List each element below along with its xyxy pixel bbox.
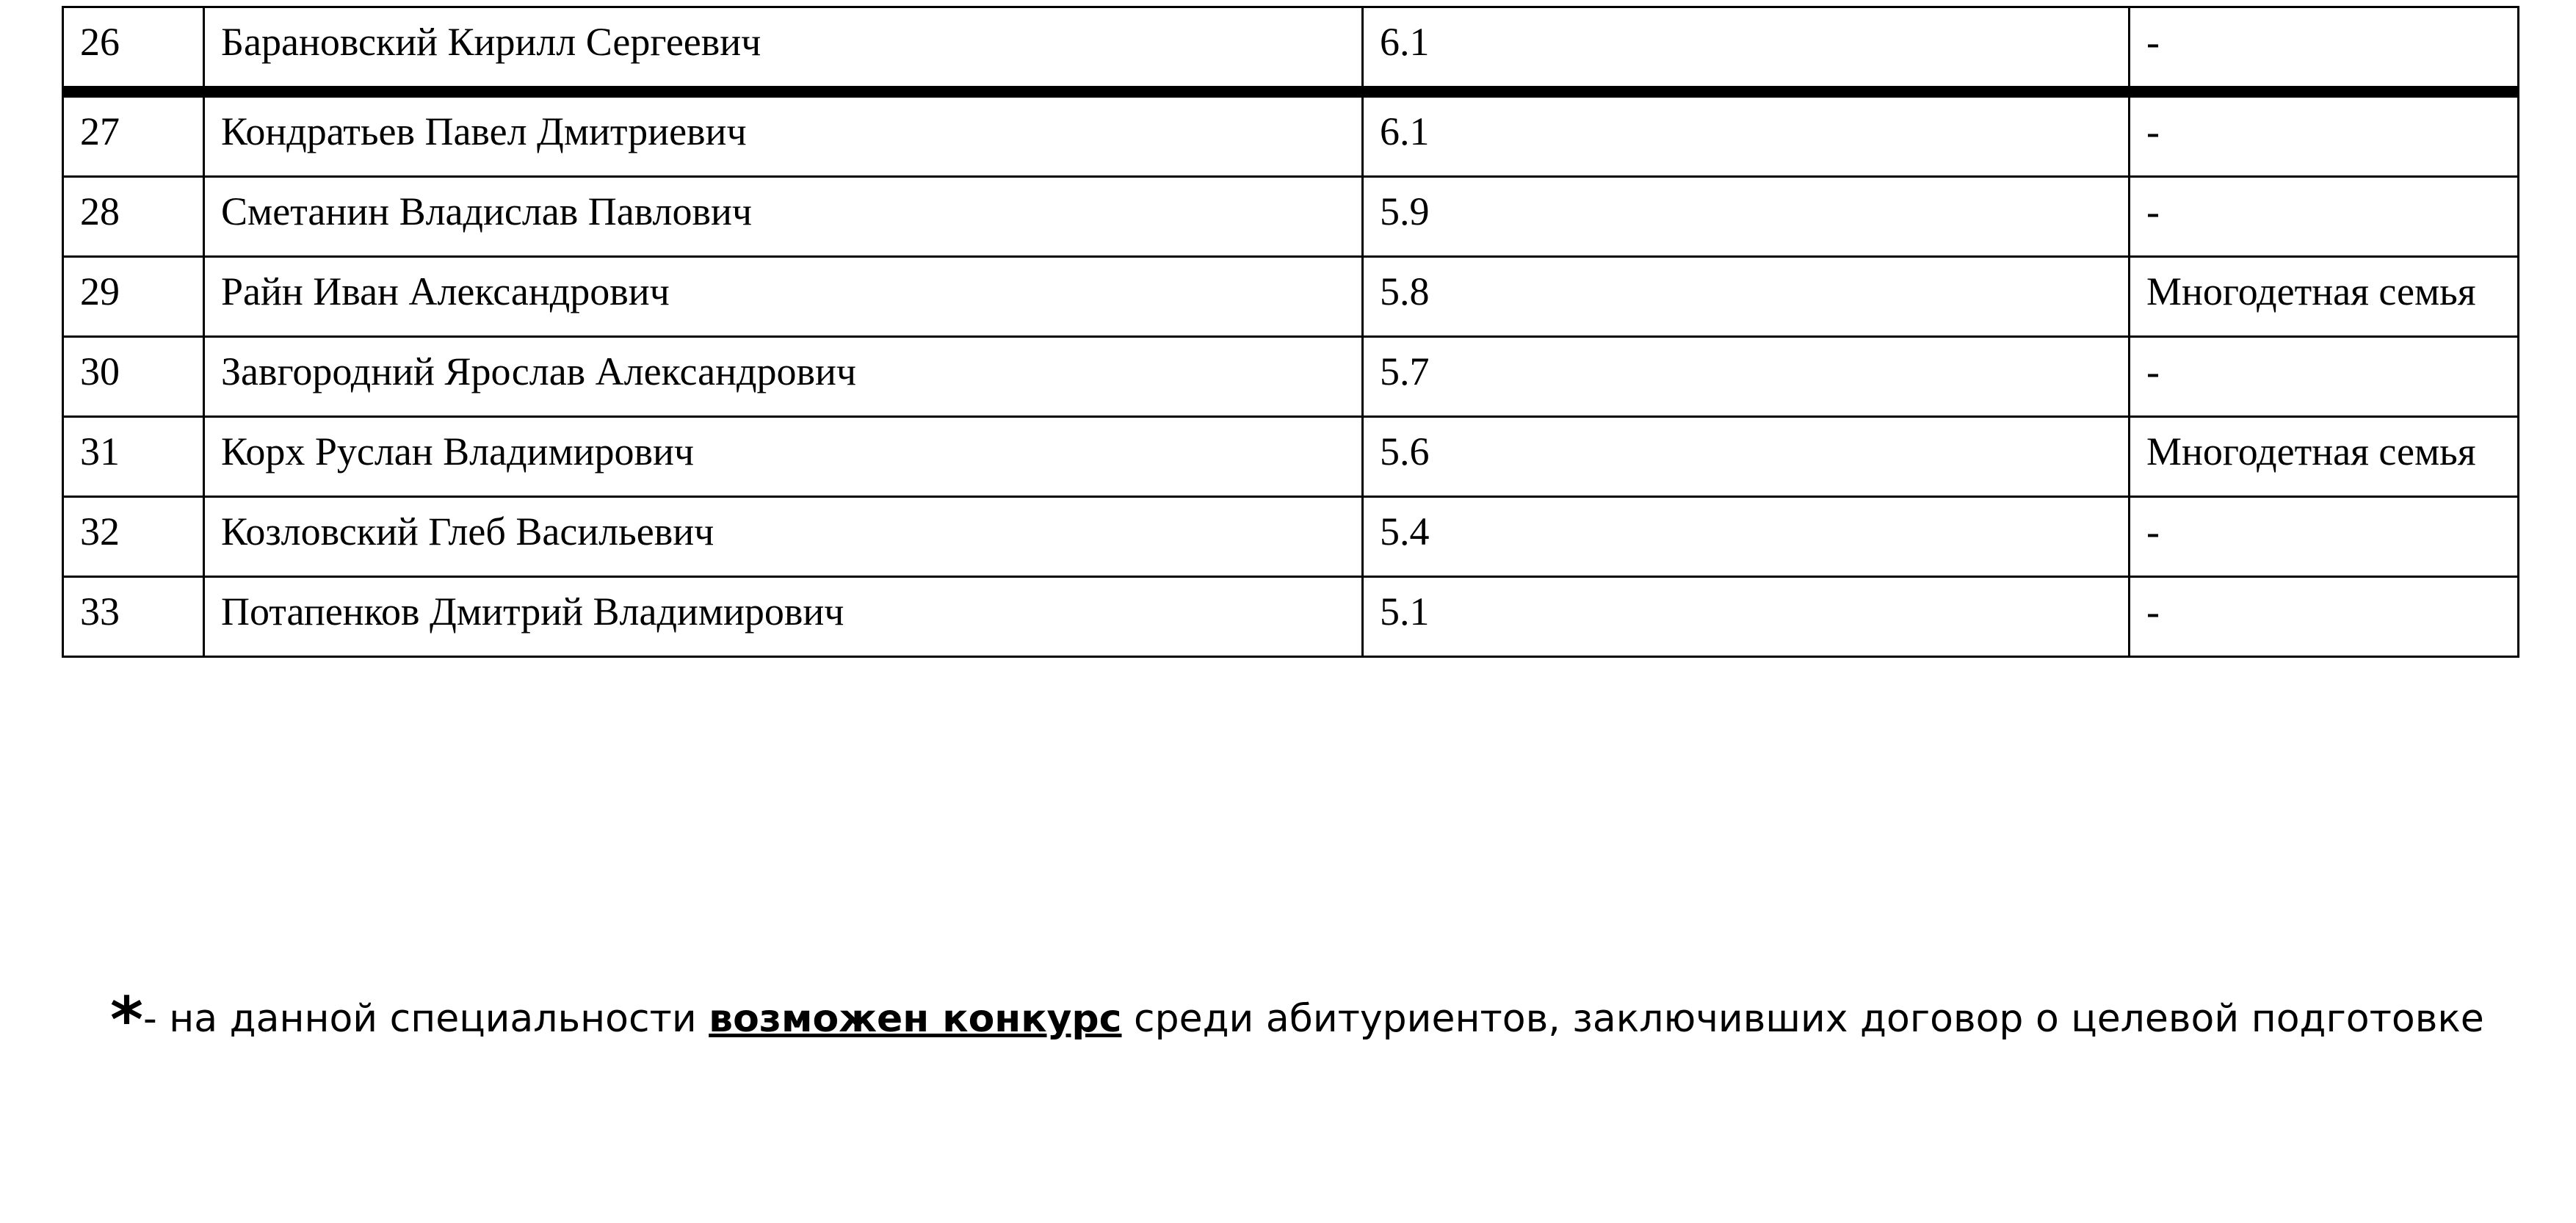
applicant-name: Райн Иван Александрович (204, 257, 1363, 337)
table-row (63, 337, 2519, 417)
applicant-score: 6.1 (1363, 92, 2130, 177)
applicants-table-wrapper (62, 6, 2517, 658)
applicant-score: 5.4 (1363, 497, 2130, 577)
row-number: 26 (63, 7, 204, 92)
applicant-name: Барановский Кирилл Сергеевич (204, 7, 1363, 92)
applicant-note: - (2130, 337, 2519, 417)
applicant-name: Козловский Глеб Васильевич (204, 497, 1363, 577)
row-number: 28 (63, 177, 204, 257)
table-row (63, 177, 2519, 257)
row-number: 30 (63, 337, 204, 417)
row-number: 31 (63, 417, 204, 497)
applicant-name: Потапенков Дмитрий Владимирович (204, 577, 1363, 657)
applicants-table (62, 6, 2519, 658)
applicant-note: - (2130, 7, 2519, 92)
table-row (63, 7, 2519, 92)
table-row (63, 497, 2519, 577)
table-row (63, 577, 2519, 657)
applicant-name: Завгородний Ярослав Александрович (204, 337, 1363, 417)
applicant-note: - (2130, 497, 2519, 577)
applicant-score: 6.1 (1363, 7, 2130, 92)
table-row (63, 257, 2519, 337)
applicant-score: 5.9 (1363, 177, 2130, 257)
applicant-score: 5.8 (1363, 257, 2130, 337)
applicant-name: Корх Руслан Владимирович (204, 417, 1363, 497)
footnote-text-after: среди абитуриентов, заключивших договор о целевой подготовке (1121, 997, 2484, 1041)
applicant-name: Сметанин Владислав Павлович (204, 177, 1363, 257)
applicant-score: 5.6 (1363, 417, 2130, 497)
applicant-note: - (2130, 577, 2519, 657)
footnote (110, 984, 2484, 1057)
applicant-score: 5.1 (1363, 577, 2130, 657)
applicant-note: Многодетная семья (2130, 257, 2519, 337)
applicant-note: - (2130, 92, 2519, 177)
row-number: 29 (63, 257, 204, 337)
applicant-name: Кондратьев Павел Дмитриевич (204, 92, 1363, 177)
applicant-score: 5.7 (1363, 337, 2130, 417)
footnote-asterisk: * (110, 984, 143, 1057)
applicant-note: - (2130, 177, 2519, 257)
row-number: 33 (63, 577, 204, 657)
row-number: 32 (63, 497, 204, 577)
footnote-text-before: - на данной специальности (142, 997, 709, 1041)
table-row (63, 92, 2519, 177)
footnote-emphasis: возможен конкурс (709, 997, 1122, 1041)
row-number: 27 (63, 92, 204, 177)
applicant-note: Многодетная семья (2130, 417, 2519, 497)
table-row (63, 417, 2519, 497)
